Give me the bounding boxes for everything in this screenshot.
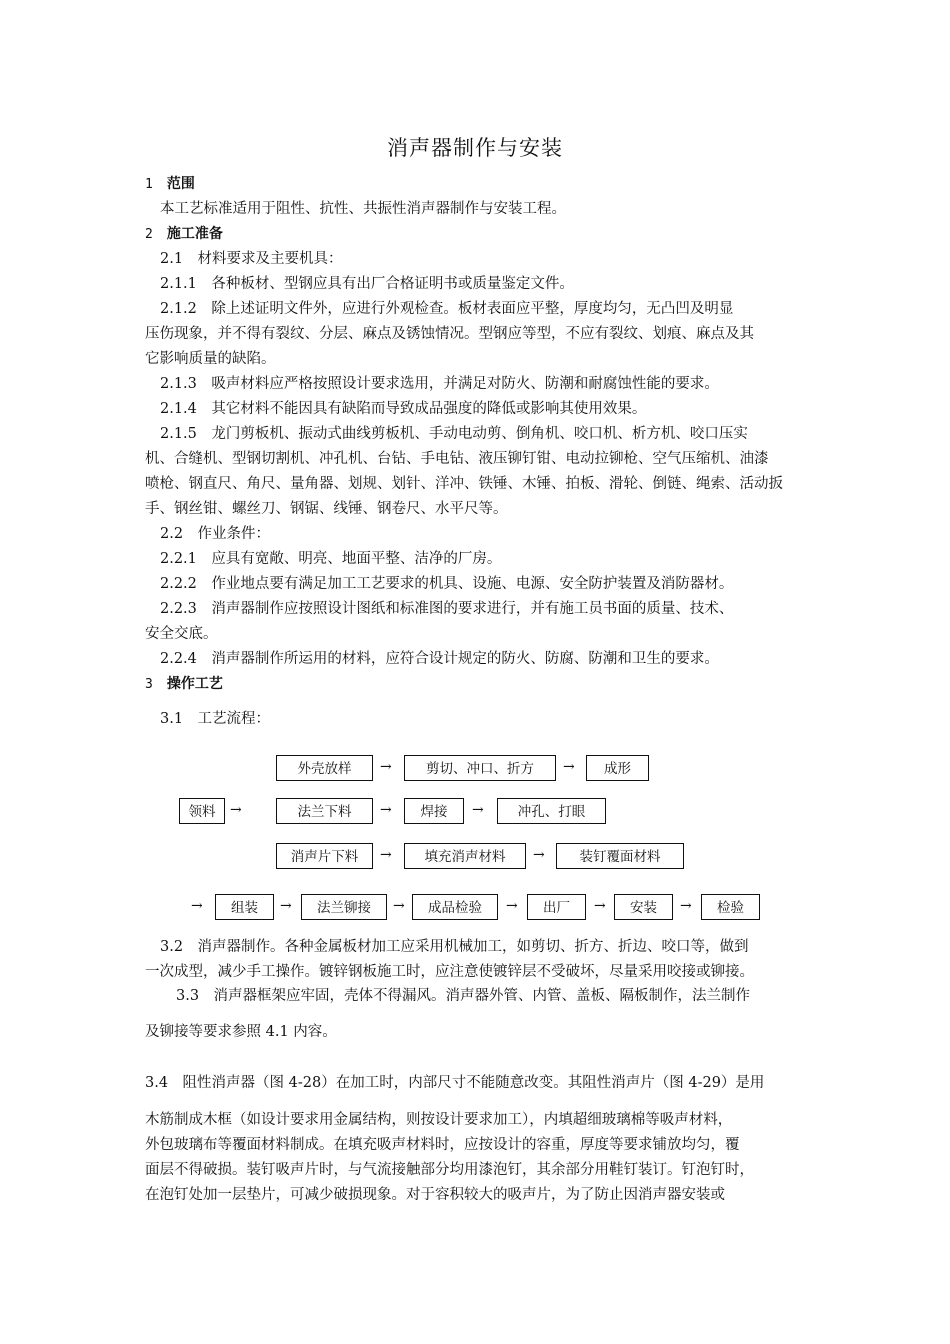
section-title: 施工准备	[166, 226, 223, 242]
page-title: 消声器制作与安装	[387, 136, 563, 160]
paragraph: 2.1.4 其它材料不能因具有缺陷而导致成品强度的降低或影响其使用效果。	[160, 401, 647, 417]
paragraph: 2.2.2 作业地点要有满足加工工艺要求的机具、设施、电源、安全防护装置及消防器材。	[160, 576, 734, 592]
flow-box: 填充消声材料	[404, 843, 526, 869]
flow-arrow: →	[191, 898, 203, 914]
paragraph: 手、钢丝钳、螺丝刀、钢锯、线锤、钢卷尺、水平尺等。	[145, 501, 508, 517]
flow-box: 外壳放样	[276, 755, 373, 781]
flow-box: 焊接	[404, 798, 464, 824]
section-3-heading	[145, 674, 223, 695]
flow-arrow: →	[506, 898, 518, 914]
flow-arrow: →	[280, 898, 292, 914]
paragraph: 安全交底。	[145, 626, 218, 642]
paragraph: 2.2.3 消声器制作应按照设计图纸和标准图的要求进行，并有施工员书面的质量、技术、	[160, 601, 734, 617]
paragraph: 喷枪、钢直尺、角尺、量角器、划规、划针、洋冲、铁锤、木锤、拍板、滑轮、倒链、绳索、活动扳	[145, 476, 783, 492]
paragraph: 2.2.1 应具有宽敞、明亮、地面平整、洁净的厂房。	[160, 551, 502, 567]
flow-box: 冲孔、打眼	[497, 798, 606, 824]
paragraph: 2.1 材料要求及主要机具：	[160, 251, 343, 267]
flow-arrow: →	[533, 847, 545, 863]
flow-arrow: →	[380, 802, 392, 818]
section-title: 操作工艺	[166, 676, 223, 692]
flow-arrow: →	[680, 898, 692, 914]
paragraph: 3.4 阻性消声器（图 4-28）在加工时，内部尺寸不能随意改变。其阻性消声片（图 4-29）是用	[145, 1075, 765, 1091]
flow-box: 成品检验	[412, 894, 498, 920]
flow-box: 剪切、冲口、折方	[404, 755, 556, 781]
paragraph: 机、合缝机、型钢切割机、冲孔机、台钻、手电钻、液压铆钉钳、电动拉铆枪、空气压缩机、油漆	[145, 451, 769, 467]
paragraph: 外包玻璃布等覆面材料制成。在填充吸声材料时，应按设计的容重，厚度等要求铺放均匀，覆	[145, 1137, 740, 1153]
paragraph: 本工艺标准适用于阻性、抗性、共振性消声器制作与安装工程。	[160, 201, 566, 217]
paragraph: 2.2.4 消声器制作所运用的材料，应符合设计规定的防火、防腐、防潮和卫生的要求。	[160, 651, 719, 667]
paragraph: 3.1 工艺流程：	[160, 711, 271, 727]
flow-box-start: 领料	[179, 798, 225, 824]
section-number: 2	[145, 227, 153, 242]
flow-box: 法兰铆接	[301, 894, 387, 920]
paragraph: 木筋制成木框（如设计要求用金属结构，则按设计要求加工），内填超细玻璃棉等吸声材料，	[145, 1112, 733, 1128]
flow-box: 消声片下料	[276, 843, 373, 869]
flow-arrow: →	[380, 847, 392, 863]
paragraph: 及铆接等要求参照 4.1 内容。	[145, 1024, 337, 1040]
section-1-heading	[145, 174, 195, 195]
paragraph: 一次成型，减少手工操作。镀锌钢板施工时，应注意使镀锌层不受破坏，尽量采用咬接或铆接。	[145, 964, 754, 980]
paragraph: 2.1.2 除上述证明文件外，应进行外观检查。板材表面应平整，厚度均匀，无凸凹及明显	[160, 301, 734, 317]
flow-arrow: →	[393, 898, 405, 914]
flow-arrow: →	[594, 898, 606, 914]
flow-box: 检验	[701, 894, 760, 920]
flow-box: 出厂	[527, 894, 586, 920]
section-title: 范围	[166, 176, 195, 192]
paragraph: 2.1.5 龙门剪板机、振动式曲线剪板机、手动电动剪、倒角机、咬口机、析方机、咬口压实	[160, 426, 748, 442]
paragraph: 2.1.1 各种板材、型钢应具有出厂合格证明书或质量鉴定文件。	[160, 276, 574, 292]
flow-arrow: →	[230, 802, 242, 818]
paragraph: 2.2 作业条件：	[160, 526, 271, 542]
flow-box: 成形	[586, 755, 649, 781]
paragraph: 它影响质量的缺陷。	[145, 351, 276, 367]
section-number: 1	[145, 177, 153, 192]
flow-arrow: →	[380, 759, 392, 775]
flow-arrow: →	[563, 759, 575, 775]
paragraph: 在泡钉处加一层垫片，可减少破损现象。对于容积较大的吸声片，为了防止因消声器安装或	[145, 1187, 725, 1203]
flow-box: 组装	[215, 894, 274, 920]
paragraph: 压伤现象，并不得有裂纹、分层、麻点及锈蚀情况。型钢应等型，不应有裂纹、划痕、麻点及其	[145, 326, 754, 342]
paragraph: 3.3 消声器框架应牢固，壳体不得漏风。消声器外管、内管、盖板、隔板制作，法兰制作	[176, 988, 751, 1004]
paragraph: 面层不得破损。装钉吸声片时，与气流接触部分均用漆泡钉，其余部分用鞋钉装订。钉泡钉时，	[145, 1162, 754, 1178]
flow-arrow: →	[472, 802, 484, 818]
section-number: 3	[145, 677, 153, 692]
flow-box: 法兰下料	[276, 798, 373, 824]
section-2-heading	[145, 224, 223, 245]
flow-box: 装钉覆面材料	[556, 843, 684, 869]
paragraph: 2.1.3 吸声材料应严格按照设计要求选用，并满足对防火、防潮和耐腐蚀性能的要求。	[160, 376, 719, 392]
flow-box: 安装	[614, 894, 673, 920]
paragraph: 3.2 消声器制作。各种金属板材加工应采用机械加工，如剪切、折方、折边、咬口等，做到	[160, 939, 749, 955]
